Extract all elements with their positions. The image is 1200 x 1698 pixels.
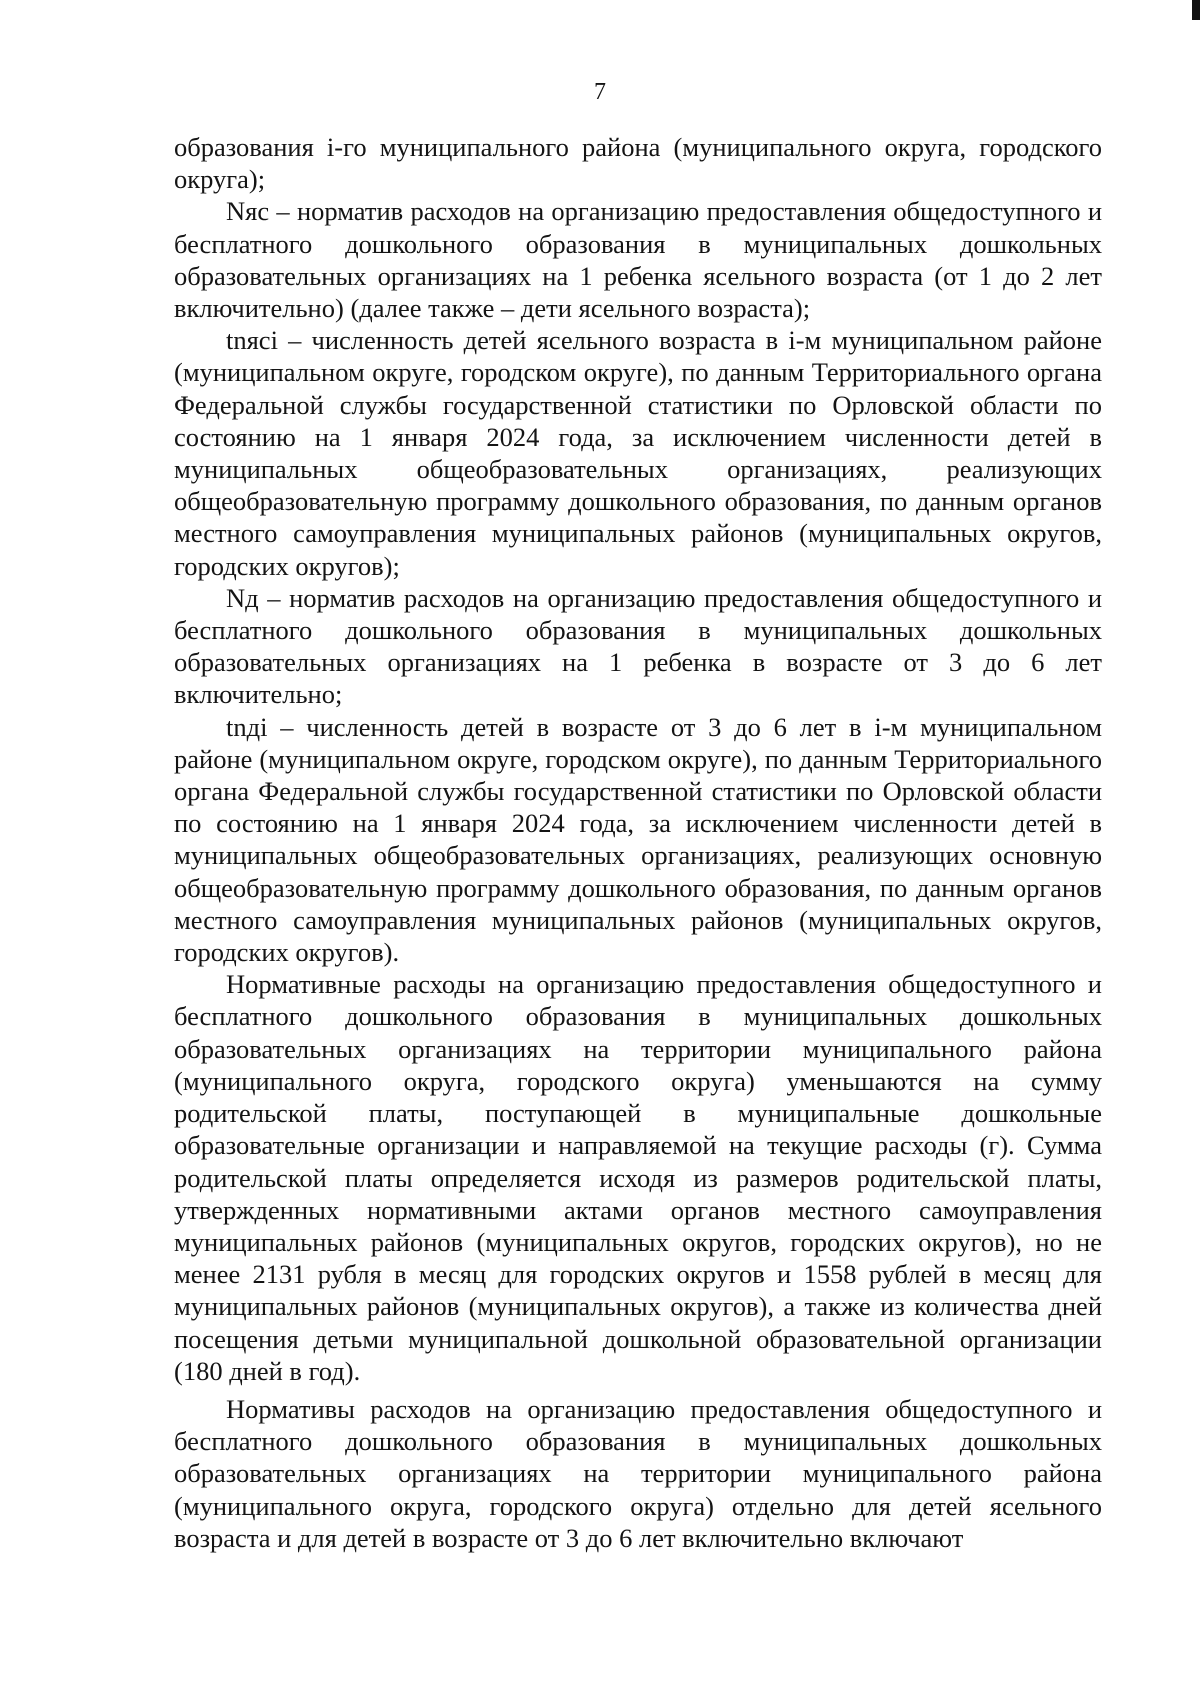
document-body [174, 131, 1102, 1554]
paragraph-parental-fee: Нормативные расходы на организацию предоставления общедоступного и бесплатного дошкольного образования в муниципальных дошкольных образовательных организациях на территории муниципального района (муниципального округа, городского округа) уменьшаются на сумму родительской платы, поступающей в муниципальные дошкольные образовательные организации и направляемой на текущие расходы (г). Сумма родительской платы определяется исходя из размеров родительской платы, утвержденных нормативными актами органов местного самоуправления муниципальных районов (муниципальных округов, городских округов), но не менее 2131 рубля в месяц для городских округов и 1558 рублей в месяц для муниципальных районов (муниципальных округов), а также из количества дней посещения детьми муниципальной дошкольной образовательной организации (180 дней в год). [174, 969, 1102, 1386]
scan-corner-mark [1192, 0, 1200, 20]
paragraph-definition-tnyasi: tnясi – численность детей ясельного возраста в i-м муниципальном районе (муниципальном округе, городском округе), по данным Территориального органа Федеральной службы государственной статистики по Орловской области по состоянию на 1 января 2024 года, за исключением численности детей в муниципальных общеобразовательных организациях, реализующих общеобразовательную программу дошкольного образования, по данным органов местного самоуправления муниципальных районов (муниципальных округов, городских округов); [174, 325, 1102, 581]
paragraph-norms-include: Нормативы расходов на организацию предоставления общедоступного и бесплатного дошкольного образования в муниципальных дошкольных образовательных организациях на территории муниципального района (муниципального округа, городского округа) отдельно для детей ясельного возраста и для детей в возрасте от 3 до 6 лет включительно включают [174, 1393, 1102, 1553]
paragraph-definition-tndi: tnдi – численность детей в возрасте от 3 до 6 лет в i-м муниципальном районе (муниципальном округе, городском округе), по данным Территориального органа Федеральной службы государственной статистики по Орловской области по состоянию на 1 января 2024 года, за исключением численности детей в муниципальных общеобразовательных организациях, реализующих основную общеобразовательную программу дошкольного образования, по данным органов местного самоуправления муниципальных районов (муниципальных округов, городских округов). [174, 711, 1102, 968]
page-number: 7 [594, 79, 606, 105]
paragraph-definition-nd: Nд – норматив расходов на организацию предоставления общедоступного и бесплатного дошкольного образования в муниципальных дошкольных образовательных организациях на 1 ребенка в возрасте от 3 до 6 лет включительно; [174, 582, 1102, 710]
paragraph-definition-nyas: Nяс – норматив расходов на организацию предоставления общедоступного и бесплатного дошкольного образования в муниципальных дошкольных образовательных организациях на 1 ребенка ясельного возраста (от 1 до 2 лет включительно) (далее также – дети ясельного возраста); [174, 196, 1102, 324]
paragraph-continuation: образования i-го муниципального района (муниципального округа, городского округа); [174, 132, 1102, 195]
